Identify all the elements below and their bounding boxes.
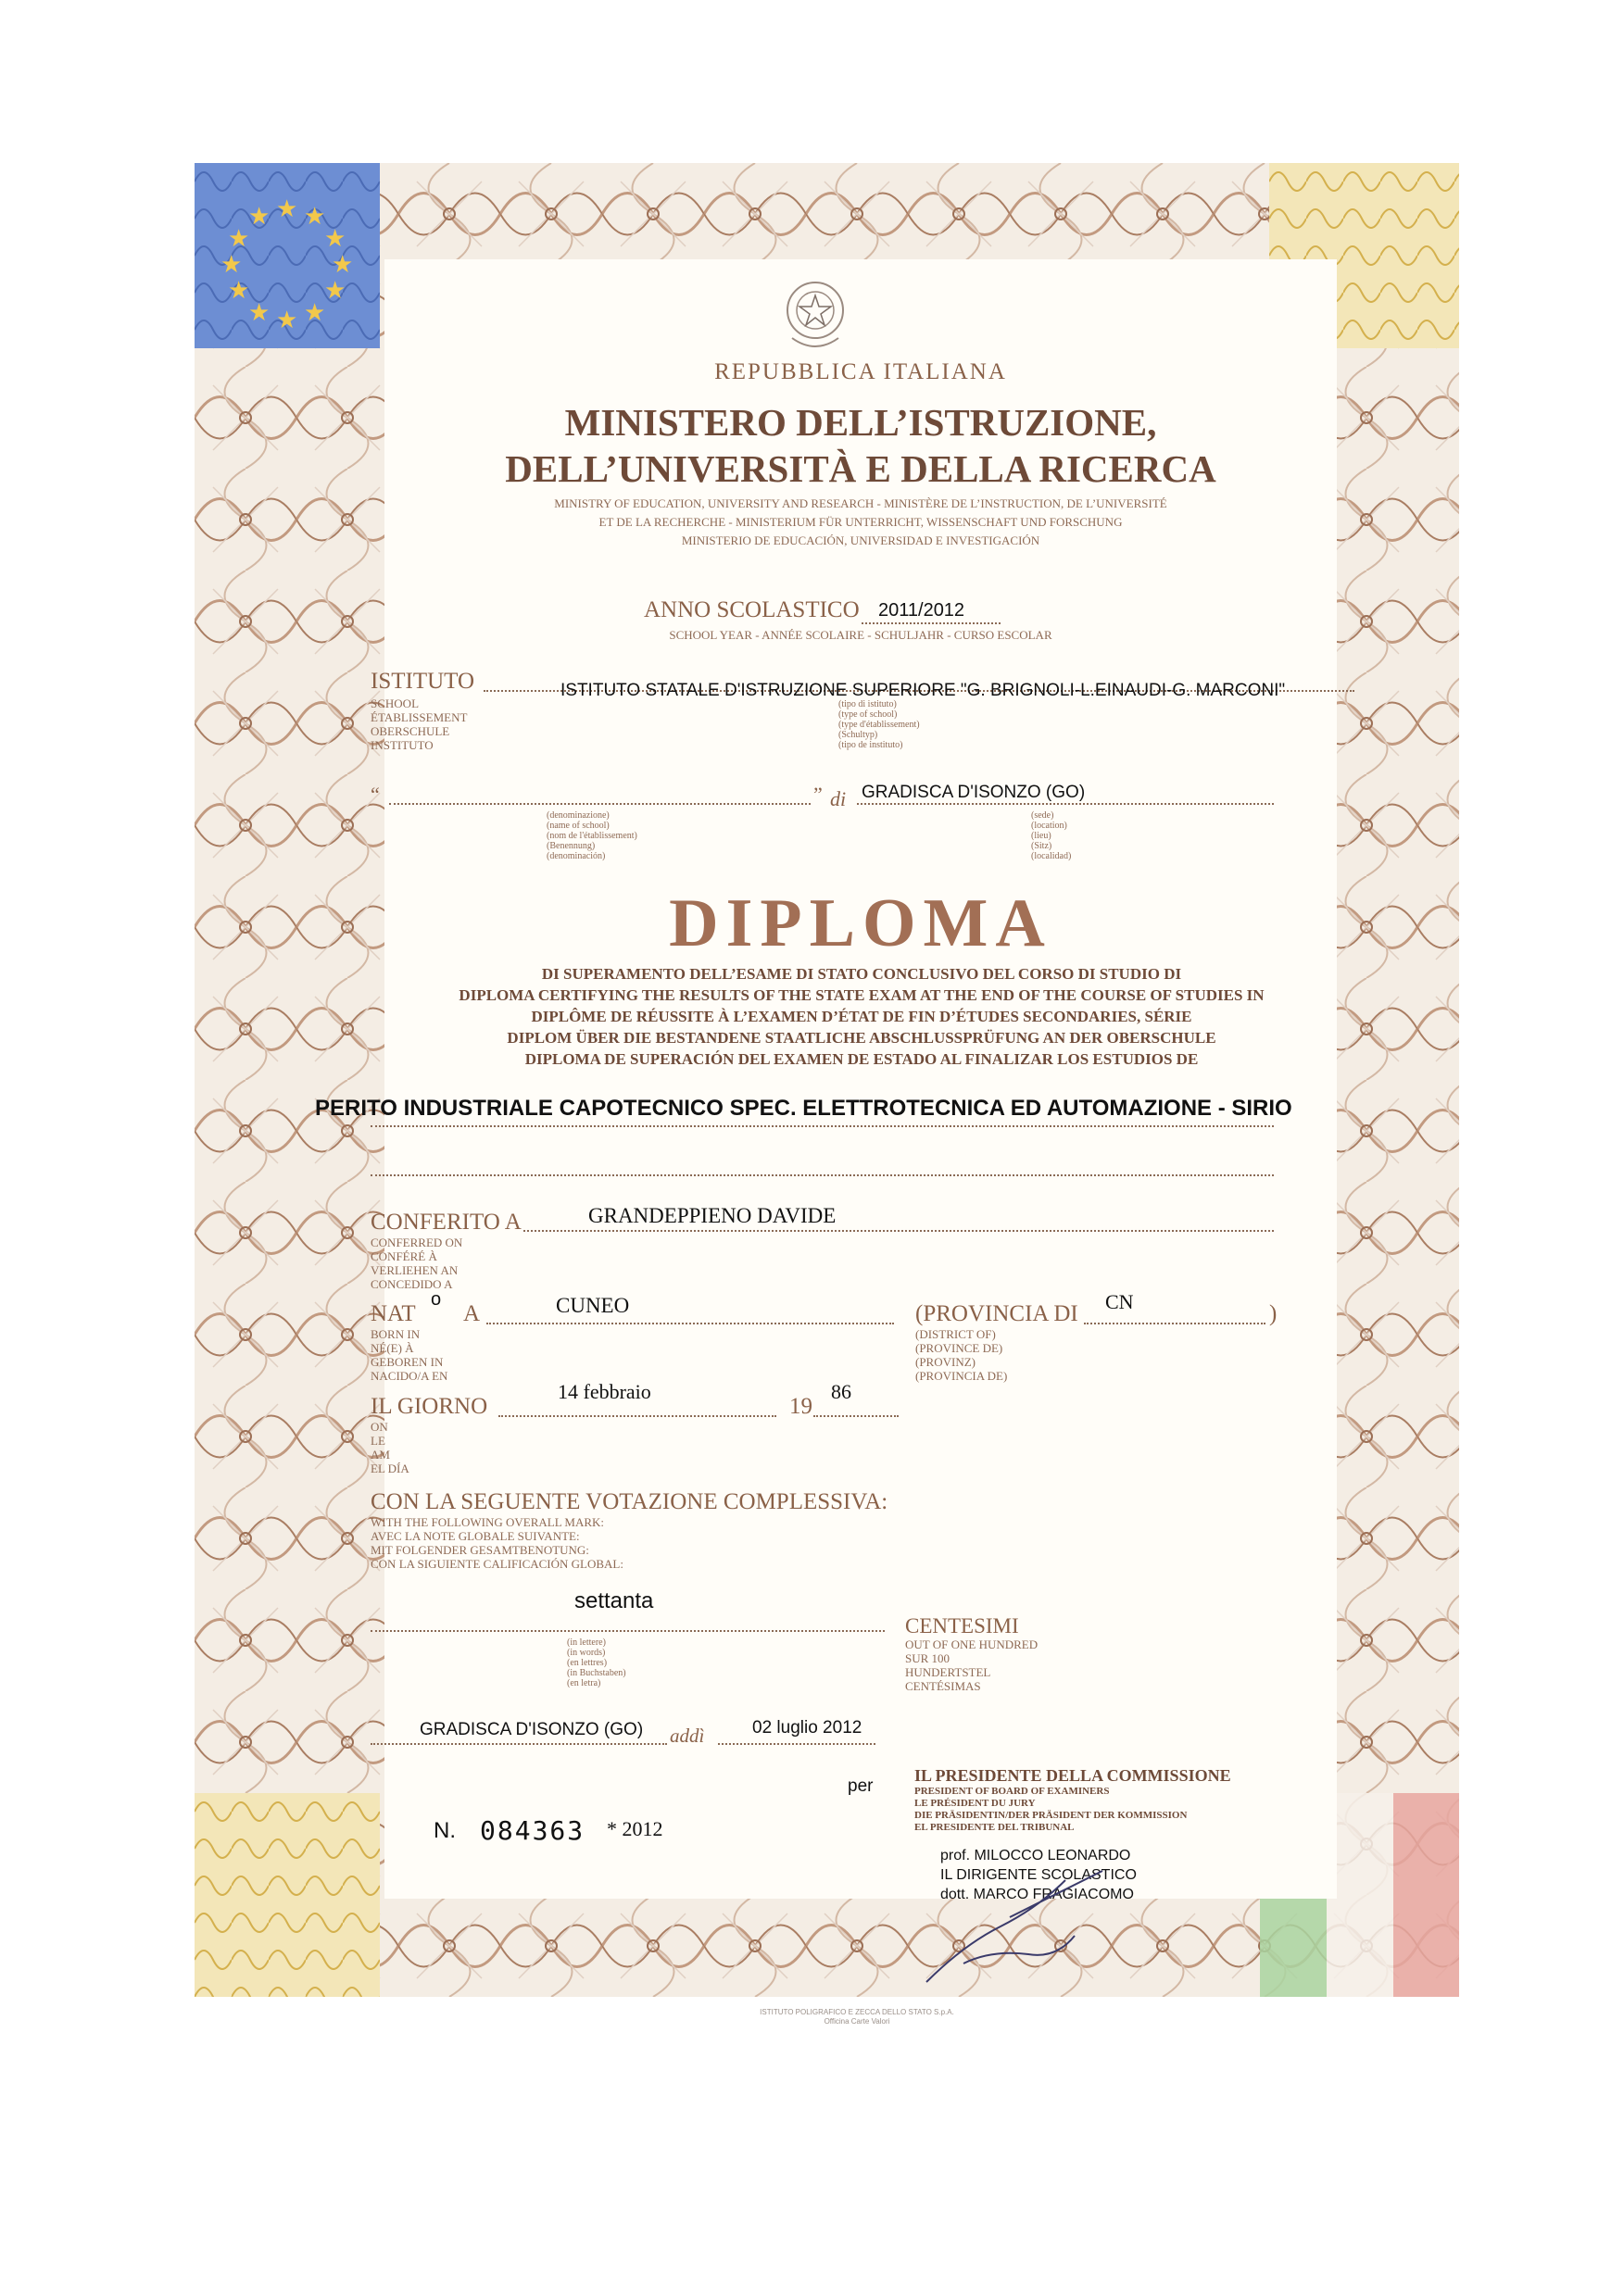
born-suffix: o: [431, 1289, 442, 1310]
ministry-title-line2: DELL’UNIVERSITÀ E DELLA RICERCA: [505, 447, 1216, 490]
svg-text:★: ★: [248, 299, 271, 326]
diploma-subtitle: DI SUPERAMENTO DELL’ESAME DI STATO CONCLUSIVO DEL CORSO DI STUDIO DI DIPLOMA CERTIFYING THE RESULTS OF THE STATE EXAM AT THE END OF THE COURSE OF STUDIES IN DIPLÔME DE RÉUSSITE À L’EXAMEN D’ÉTAT DE FIN D’ÉTUDES SECONDARIES, SÉRIE DIPLOM ÜBER DIE BESTANDENE STAATLICHE ABSCHLUSSPRÜFUNG AN DER OBERSCHULE DIPLOMA DE SUPERACIÓN DEL EXAMEN DE ESTADO AL FINALIZAR LOS ESTUDIOS DE: [459, 965, 1265, 1068]
serial-series: * 2012: [607, 1817, 663, 1840]
ministry-translation-2: ET DE LA RECHERCHE - MINISTERIUM FÜR UNTERRICHT, WISSENSCHAFT UND FORSCHUNG: [598, 515, 1123, 529]
school-year-label: ANNO SCOLASTICO: [644, 597, 860, 622]
diploma-title: DIPLOMA: [669, 885, 1052, 961]
conferred-label: CONFERITO A: [371, 1210, 522, 1235]
svg-text:★: ★: [220, 251, 243, 278]
date-label: IL GIORNO: [371, 1394, 488, 1419]
svg-text:★: ★: [276, 307, 298, 333]
province-value: CN: [1105, 1290, 1134, 1313]
born-label: NAT: [371, 1301, 416, 1326]
conferred-sublabels: CONFERRED ON CONFÉRÉ À VERLIEHEN AN CONCEDIDO A: [371, 1236, 463, 1291]
grade-word-notes: (in lettere) (in words) (en lettres) (in Buchstaben) (en letra): [567, 1637, 626, 1688]
school-year-value: 2011/2012: [878, 600, 965, 621]
svg-text:★: ★: [276, 195, 298, 222]
birth-city: CUNEO: [556, 1294, 630, 1317]
svg-text:★: ★: [332, 251, 354, 278]
printer-line1: ISTITUTO POLIGRAFICO E ZECCA DELLO STATO S.p.A.: [760, 2008, 954, 2016]
addi-label: addì: [670, 1725, 705, 1747]
born-sublabels: BORN IN NÉ(E) À GEBOREN IN NACIDO/A EN: [371, 1327, 448, 1383]
grade-value: settanta: [574, 1588, 654, 1613]
province-sublabels: (DISTRICT OF) (PROVINCE DE) (PROVINZ) (PROVINCIA DE): [915, 1327, 1008, 1383]
svg-text:★: ★: [228, 277, 250, 304]
svg-text:★: ★: [324, 277, 346, 304]
institute-site-notes: (sede) (location) (lieu) (Sitz) (localidad): [1031, 810, 1072, 861]
di-label: di: [830, 787, 847, 810]
svg-text:★: ★: [324, 225, 346, 252]
issue-place: GRADISCA D'ISONZO (GO): [420, 1720, 644, 1739]
grade-unit-sublabels: OUT OF ONE HUNDRED SUR 100 HUNDERTSTEL CENTÉSIMAS: [905, 1637, 1039, 1693]
grade-unit: CENTESIMI: [905, 1614, 1019, 1637]
school-stamp: prof. MILOCCO LEONARDO IL DIRIGENTE SCOLASTICO dott. MARCO FRAGIACOMO: [940, 1848, 1137, 1902]
grade-sublabels: WITH THE FOLLOWING OVERALL MARK: AVEC LA NOTE GLOBALE SUIVANTE: MIT FOLGENDER GESAMTBENOTUNG: CON LA SIGUIENTE CALIFICACIÓN GLOBAL:: [371, 1515, 623, 1571]
per-label: per: [848, 1776, 874, 1796]
svg-text:★: ★: [304, 299, 326, 326]
svg-text:★: ★: [228, 225, 250, 252]
institute-type-notes: (tipo di istituto) (type of school) (type d'établissement) (Schultyp) (tipo de instituto): [838, 699, 920, 750]
serial-number: 084363: [480, 1815, 585, 1846]
handwritten-signature: [908, 1862, 1121, 1991]
recipient-name: GRANDEPPIENO DAVIDE: [588, 1204, 837, 1227]
republic-title: REPUBBLICA ITALIANA: [714, 359, 1007, 384]
birth-year: 86: [831, 1380, 851, 1403]
institute-name: ISTITUTO STATALE D'ISTRUZIONE SUPERIORE "G. BRIGNOLI-L.EINAUDI-G. MARCONI": [560, 681, 1286, 700]
birth-day-month: 14 febbraio: [558, 1380, 651, 1403]
born-a-label: A: [463, 1301, 481, 1326]
institute-location: GRADISCA D'ISONZO (GO): [862, 783, 1086, 802]
institute-name-notes: (denominazione) (name of school) (nom de l'établissement) (Benennung) (denominación): [547, 810, 637, 861]
grade-label: CON LA SEGUENTE VOTAZIONE COMPLESSIVA:: [371, 1489, 888, 1514]
institute-sublabels: SCHOOL ÉTABLISSEMENT OBERSCHULE INSTITUTO: [371, 696, 468, 752]
ministry-title-line1: MINISTERO DELL’ISTRUZIONE,: [564, 401, 1157, 444]
republic-emblem-icon: [783, 273, 848, 357]
president-title: IL PRESIDENTE DELLA COMMISSIONE: [914, 1766, 1231, 1785]
province-label: (PROVINCIA DI: [915, 1301, 1078, 1326]
president-sublabels: PRESIDENT OF BOARD OF EXAMINERS LE PRÉSIDENT DU JURY DIE PRÄSIDENTIN/DER PRÄSIDENT DER KOMMISSION EL PRESIDENTE DEL TRIBUNAL: [914, 1786, 1188, 1833]
date-sublabels: ON LE AM EL DÍA: [371, 1420, 409, 1475]
serial-prefix: N.: [434, 1818, 456, 1843]
svg-text:★: ★: [304, 203, 326, 230]
ministry-translation-3: MINISTERIO DE EDUCACIÓN, UNIVERSIDAD E INVESTIGACIÓN: [681, 533, 1040, 547]
century-prefix: 19: [789, 1394, 812, 1419]
course-name: PERITO INDUSTRIALE CAPOTECNICO SPEC. ELETTROTECNICA ED AUTOMAZIONE - SIRIO: [315, 1096, 1292, 1121]
school-year-translation: SCHOOL YEAR - ANNÉE SCOLAIRE - SCHULJAHR - CURSO ESCOLAR: [669, 628, 1052, 642]
issue-date: 02 luglio 2012: [752, 1718, 862, 1738]
printer-line2: Officina Carte Valori: [824, 2017, 890, 2026]
svg-text:★: ★: [248, 203, 271, 230]
institute-label: ISTITUTO: [371, 669, 475, 694]
ministry-translation-1: MINISTRY OF EDUCATION, UNIVERSITY AND RESEARCH - MINISTÈRE DE L’INSTRUCTION, DE L’UNIVERSITÉ: [554, 496, 1167, 510]
